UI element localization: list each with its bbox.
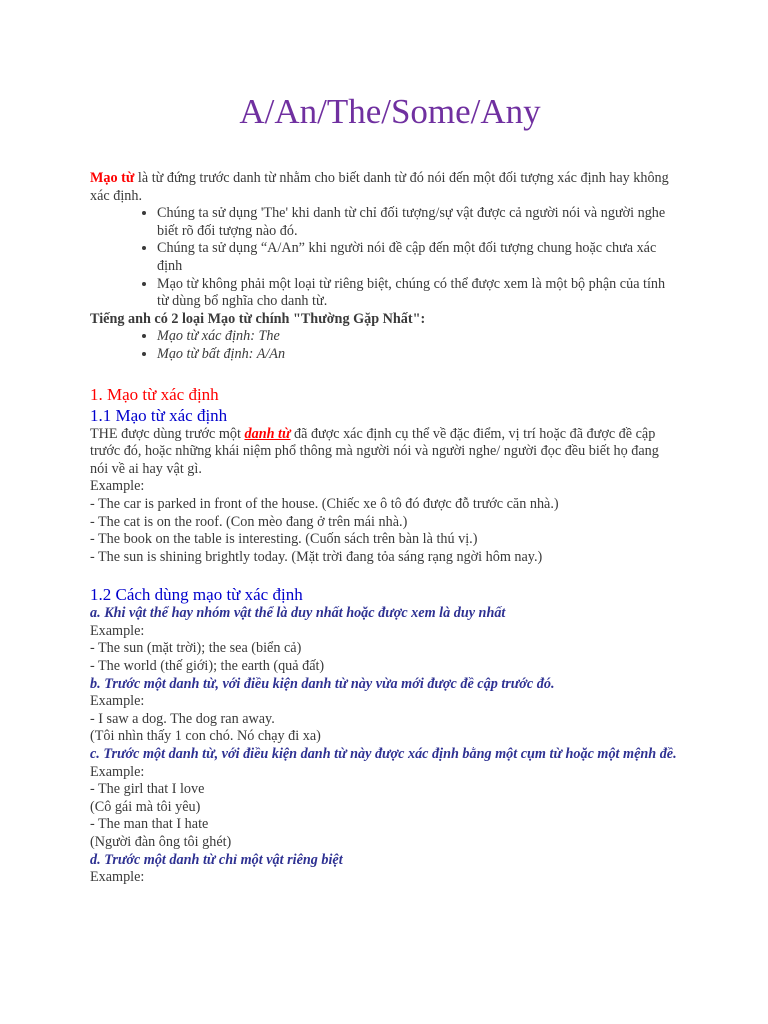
definition-text-end: đã được xác định cụ thể về đặc điểm, vị trí hoặc đã được đề cập trước đó, hoặc những khái niệm phổ thông mà người nói và người nghe/ người đọc đều biết họ đang nói về ai hay vật gì. bbox=[90, 425, 659, 477]
intro-paragraph bbox=[90, 170, 680, 205]
list-item: • Chúng ta sử dụng “A/An” khi người nói đề cập đến một đối tượng chung hoặc chưa xác định bbox=[157, 240, 680, 275]
intro-term: Mạo từ bbox=[90, 170, 135, 186]
intro-bullet-list bbox=[90, 205, 680, 311]
example-label: Example: bbox=[90, 763, 145, 780]
types-list bbox=[90, 328, 680, 363]
definition-paragraph bbox=[90, 426, 680, 479]
list-item: • Mạo từ bất định: A/An bbox=[157, 346, 680, 364]
document-body bbox=[90, 170, 680, 887]
example-line: - I saw a dog. The dog ran away. bbox=[90, 710, 275, 727]
example-line: - The sun (mặt trời); the sea (biển cả) bbox=[90, 640, 302, 657]
usage-case-c: c. Trước một danh từ, với điều kiện danh từ này được xác định bằng một cụm từ hoặc một mệnh đề. bbox=[90, 746, 677, 763]
usage-case-b: b. Trước một danh từ, với điều kiện danh từ này vừa mới được đề cập trước đó. bbox=[90, 675, 555, 692]
example-line: - The cat is on the roof. (Con mèo đang ở trên mái nhà.) bbox=[90, 513, 408, 530]
example-line: - The car is parked in front of the house. (Chiếc xe ô tô đó được đỗ trước căn nhà.) bbox=[90, 495, 559, 512]
list-item: • Chúng ta sử dụng 'The' khi danh từ chỉ đối tượng/sự vật được cả người nói và người nghe biết rõ đối tượng nào đó. bbox=[157, 205, 680, 240]
usage-case-d: d. Trước một danh từ chỉ một vật riêng biệt bbox=[90, 851, 343, 868]
example-label: Example: bbox=[90, 693, 145, 710]
example-line: - The man that I hate bbox=[90, 816, 209, 833]
example-line: (Người đàn ông tôi ghét) bbox=[90, 834, 232, 850]
definition-text-start: THE được dùng trước một bbox=[90, 425, 245, 442]
types-heading: Tiếng anh có 2 loại Mạo từ chính "Thường Gặp Nhất": bbox=[90, 310, 426, 327]
example-label: Example: bbox=[90, 622, 145, 639]
example-line: - The girl that I love bbox=[90, 781, 205, 798]
danh-tu-link[interactable]: danh từ bbox=[244, 425, 291, 442]
subsection-heading: 1.2 Cách dùng mạo từ xác định bbox=[90, 585, 303, 605]
list-item: • Mạo từ xác định: The bbox=[157, 328, 680, 346]
example-label: Example: bbox=[90, 869, 145, 886]
list-item: • Mạo từ không phải một loại từ riêng biệt, chúng có thể được xem là một bộ phận của tính từ dùng bổ nghĩa cho danh từ. bbox=[157, 276, 680, 311]
example-line: - The sun is shining brightly today. (Mặt trời đang tỏa sáng rạng ngời hôm nay.) bbox=[90, 548, 543, 565]
subsection-heading: 1.1 Mạo từ xác định bbox=[90, 405, 228, 425]
section-heading: 1. Mạo từ xác định bbox=[90, 384, 219, 404]
intro-text: là từ đứng trước danh từ nhằm cho biết danh từ đó nói đến một đối tượng xác định hay không xác định. bbox=[90, 170, 669, 204]
example-line: (Cô gái mà tôi yêu) bbox=[90, 798, 201, 815]
example-line: - The book on the table is interesting. (Cuốn sách trên bàn là thú vị.) bbox=[90, 531, 478, 548]
page-title: A/An/The/Some/Any bbox=[239, 92, 541, 131]
example-label: Example: bbox=[90, 478, 145, 495]
example-line: - The world (thế giới); the earth (quả đất) bbox=[90, 658, 325, 675]
example-line: (Tôi nhìn thấy 1 con chó. Nó chạy đi xa) bbox=[90, 728, 321, 745]
usage-case-a: a. Khi vật thể hay nhóm vật thể là duy nhất hoặc được xem là duy nhất bbox=[90, 605, 506, 622]
